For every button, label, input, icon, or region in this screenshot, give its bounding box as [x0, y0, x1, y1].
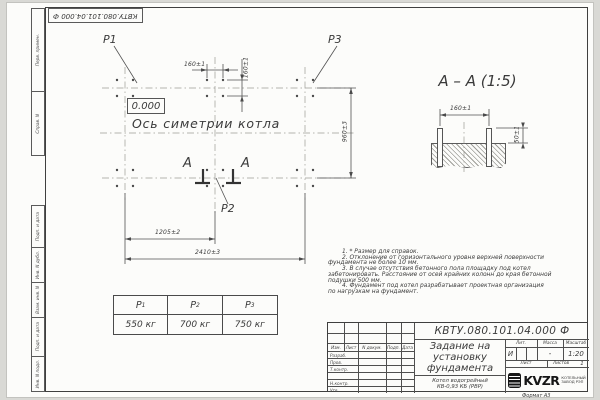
note-line: 4. Фундамент под котел разрабатывает проектная организация: [342, 283, 544, 290]
col-izm: Изм.: [331, 344, 341, 350]
stamp-vzam-inv: Взам. инв. N: [31, 282, 45, 318]
col-list: Лист: [345, 344, 357, 350]
section-title: А – А (1:5): [438, 72, 517, 90]
section-letter-left: А: [183, 156, 192, 171]
load-table-header: P 1: [114, 296, 168, 315]
row-nkontr: Н.контр.: [330, 380, 349, 386]
load-point-p2-label: P2: [221, 202, 235, 215]
note-line: подушки 500 мм.: [328, 277, 382, 284]
dim-full-length: 2410±3: [195, 249, 221, 256]
dim-section-bolt-spacing: 160±1: [450, 105, 472, 112]
note-line: 2. Отклонение от горизонтального уровня верхней поверхности: [342, 254, 545, 261]
note-line: по нагрузкам на фундамент.: [328, 288, 419, 295]
load-point-p1-label: P1: [103, 33, 117, 46]
load-table-value: 700 кг: [168, 315, 222, 334]
logo-tagline: КОТЕЛЬНЫЙ ЗАВОД РЭП: [561, 375, 586, 384]
notes: [328, 250, 551, 296]
sheets-value: 1: [580, 360, 584, 367]
load-table-header: P 3: [223, 296, 277, 315]
dim-bolt-spacing-x: 160±1: [184, 61, 206, 68]
dim-bolt-spacing-y: 160±1: [242, 56, 250, 79]
lit-value: И: [507, 349, 514, 358]
load-table-header: P 2: [168, 296, 222, 315]
stamp-perv-primen: Перв. примен.: [31, 8, 45, 92]
load-table-value: 550 кг: [114, 315, 168, 334]
row-razrab: Разраб.: [330, 352, 347, 358]
stamp-podp-data-2: Подп. и дата: [31, 317, 45, 357]
mass-value: -: [548, 349, 552, 358]
sheets-label: Листов: [552, 361, 570, 366]
scale-value: 1:20: [568, 349, 584, 358]
load-point-p3-label: P3: [328, 33, 342, 46]
dim-half-length: 1205±2: [155, 229, 181, 236]
title-block-doc-title: Задание на установку фундамента: [426, 341, 494, 374]
note-line: 3. В случае отсутствия бетонного пола площадку под котел: [342, 266, 531, 273]
row-prov: Пров.: [330, 359, 343, 365]
load-table-value: 750 кг: [234, 319, 265, 330]
dim-plan-height: 960±3: [341, 120, 349, 143]
title-block-product: Котел водогрейный КВ-0,93 КБ (РВР): [432, 377, 488, 390]
section-letter-right: А: [241, 156, 250, 171]
top-designation-text: КВТУ.080.101.04.000 Ф: [53, 11, 138, 20]
axis-of-symmetry-label: Ось симетрии котла: [132, 116, 281, 131]
scale-label: Масштаб: [565, 340, 587, 346]
format-label: Формат А3: [522, 392, 551, 399]
row-tkontr: Т.контр.: [330, 366, 349, 372]
stamp-sprav-n: Справ. N: [31, 91, 45, 156]
col-podp: Подп.: [387, 344, 400, 350]
note-line: забетонировать. Расстояние от осей крайних колонн до края бетонной: [328, 271, 552, 278]
stamp-inv-podl: Инв. N подл.: [31, 356, 45, 392]
note-line: фундамента не более 10 мм.: [328, 260, 419, 267]
title-block-designation: КВТУ.080.101.04.000 Ф: [434, 325, 570, 337]
col-dokum: N докум.: [362, 344, 382, 350]
company-logo: [505, 367, 589, 393]
mass-label: Масса: [543, 340, 557, 346]
note-line: 1. * Размер для справок.: [342, 249, 419, 255]
dim-section-bolt-height: 50±1: [513, 125, 521, 144]
col-data: Дата: [402, 344, 413, 350]
stamp-inv-dubl: Инв. N дубл.: [31, 247, 45, 283]
load-table: [113, 295, 278, 335]
kvzr-logo-icon: [508, 373, 521, 388]
logo-text: KVZR: [523, 372, 560, 388]
row-utv: Утв.: [330, 387, 339, 393]
stamp-podp-data-1: Подп. и дата: [31, 205, 45, 248]
sheet-label: Лист: [520, 361, 532, 366]
level-mark-box: 0.000: [127, 98, 165, 114]
title-block: [327, 322, 588, 392]
lit-label: Лит.: [516, 340, 526, 346]
